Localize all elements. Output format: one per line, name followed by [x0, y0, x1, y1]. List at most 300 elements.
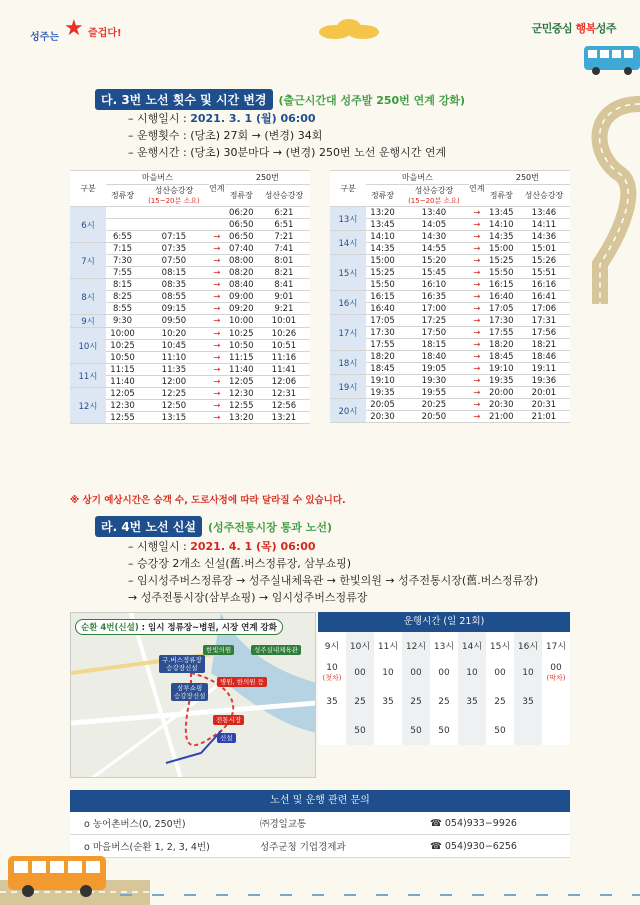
map-label-sambu: 삼부쇼핑 승강장신설 — [171, 683, 208, 701]
arrow-icon: → — [469, 351, 485, 363]
timetable-right — [330, 170, 570, 423]
map-title-prefix: 순환 4번(신설) — [81, 623, 139, 633]
arrow-icon — [209, 219, 225, 231]
arrow-icon: → — [469, 243, 485, 255]
cell-250-terminal: 17:06 — [518, 303, 570, 315]
cell-stop: 14:10 — [366, 231, 399, 243]
cell-terminal: 07:15 — [139, 231, 209, 243]
hour-cell: 10시 — [70, 328, 106, 364]
schedule-minute: 50 — [494, 725, 506, 736]
cell-250-stop: 16:15 — [485, 279, 518, 291]
schedule-minute: 10 — [382, 667, 394, 678]
arrow-icon: → — [209, 279, 225, 291]
schedule-minute — [542, 687, 570, 716]
table-row — [70, 279, 310, 291]
arrow-icon: → — [469, 399, 485, 411]
cell-terminal: 08:35 — [139, 279, 209, 291]
cell-terminal — [139, 207, 209, 219]
cell-stop: 16:40 — [366, 303, 399, 315]
cell-250-terminal: 9:01 — [258, 291, 310, 303]
cell-terminal: 12:00 — [139, 376, 209, 388]
line4-schedule — [318, 612, 570, 745]
arrow-icon: → — [209, 388, 225, 400]
cell-terminal: 07:50 — [139, 255, 209, 267]
schedule-minute — [542, 716, 570, 745]
table-row — [330, 255, 570, 267]
schedule-hour: 9시 — [324, 641, 340, 652]
cell-250-stop: 20:30 — [485, 399, 518, 411]
cell-terminal: 11:35 — [139, 364, 209, 376]
cell-terminal: 07:35 — [139, 243, 209, 255]
terminal-header: 성산승강장 (15~20분 소요) — [139, 185, 209, 207]
schedule-minute — [458, 716, 486, 745]
cell-250-stop: 19:35 — [485, 375, 518, 387]
table-row — [70, 219, 310, 231]
arrow-icon: → — [469, 339, 485, 351]
timetable-left — [70, 170, 310, 424]
cell-250-stop: 09:20 — [225, 303, 258, 315]
cell-stop: 12:55 — [106, 412, 139, 424]
cell-250-stop: 08:40 — [225, 279, 258, 291]
cell-250-stop: 18:45 — [485, 351, 518, 363]
schedule-hour: 16시 — [514, 632, 542, 658]
cell-250-stop: 06:50 — [225, 231, 258, 243]
arrow-icon: → — [469, 363, 485, 375]
arrow-icon: → — [209, 400, 225, 412]
schedule-minute: 00 — [346, 658, 374, 687]
hour-cell: 20시 — [330, 399, 366, 423]
col-group: 구분 — [330, 171, 366, 207]
section-d-subtitle: (성주전통시장 통과 노선) — [208, 520, 332, 534]
cell-250-stop: 09:00 — [225, 291, 258, 303]
route-map — [70, 612, 316, 778]
table-row — [330, 411, 570, 423]
cell-stop: 15:25 — [366, 267, 399, 279]
info-row — [128, 555, 538, 572]
cell-250-stop: 17:30 — [485, 315, 518, 327]
cell-250-terminal: 21:01 — [518, 411, 570, 423]
stop-header: 정류장 — [106, 185, 139, 207]
cell-stop: 19:10 — [366, 375, 399, 387]
table-row — [330, 375, 570, 387]
cell-stop: 18:20 — [366, 351, 399, 363]
cell-250-stop: 17:05 — [485, 303, 518, 315]
section-c-info — [128, 110, 446, 161]
cell-stop: 19:35 — [366, 387, 399, 399]
section-c-title: 다. 3번 노선 횟수 및 시간 변경 — [95, 89, 273, 110]
schedule-minute: 10 — [458, 658, 486, 687]
cell-terminal: 14:55 — [399, 243, 469, 255]
arrow-icon: → — [209, 315, 225, 328]
hour-cell: 14시 — [330, 231, 366, 255]
cell-250-terminal: 13:46 — [518, 207, 570, 219]
slogan-left: 성주는 — [30, 32, 59, 43]
cell-250-stop: 11:15 — [225, 352, 258, 364]
inquiry-tel: ☎ 054)933−9926 — [430, 817, 517, 829]
arrow-icon: → — [469, 207, 485, 219]
table-row — [70, 207, 310, 219]
cell-250-terminal: 10:26 — [258, 328, 310, 340]
cell-terminal: 20:25 — [399, 399, 469, 411]
cell-250-terminal: 20:01 — [518, 387, 570, 399]
inquiry-route: o 마을버스(순환 1, 2, 3, 4번) — [70, 839, 260, 853]
table-row — [70, 231, 310, 243]
map-label-old-terminal: 구.버스정류장 승강장신설 — [159, 655, 205, 673]
cell-250-terminal: 8:41 — [258, 279, 310, 291]
schedule-minute — [374, 716, 402, 745]
table-row — [70, 364, 310, 376]
table-row — [330, 399, 570, 411]
info-row — [128, 538, 538, 555]
cell-stop: 14:35 — [366, 243, 399, 255]
cell-stop: 17:55 — [366, 339, 399, 351]
table-row — [70, 412, 310, 424]
map-label-new: 신설 — [217, 733, 236, 743]
cell-250-terminal: 18:46 — [518, 351, 570, 363]
schedule-hour: 10시 — [346, 632, 374, 658]
cell-250-terminal: 18:21 — [518, 339, 570, 351]
cell-250-terminal: 7:21 — [258, 231, 310, 243]
table-row — [330, 363, 570, 375]
cell-250-terminal: 14:11 — [518, 219, 570, 231]
cell-250-stop: 15:25 — [485, 255, 518, 267]
cell-stop: 15:00 — [366, 255, 399, 267]
schedule-hour: 15시 — [489, 641, 511, 652]
table-row — [70, 291, 310, 303]
link-header: 연계 — [209, 171, 225, 207]
cell-250-stop: 10:00 — [225, 315, 258, 328]
cell-terminal: 10:45 — [139, 340, 209, 352]
arrow-icon: → — [209, 255, 225, 267]
stop-header: 정류장 — [366, 185, 399, 207]
arrow-icon: → — [209, 303, 225, 315]
hour-cell: 9시 — [70, 315, 106, 328]
stop-header: 정류장 — [225, 185, 258, 207]
brand-part3: 성주 — [595, 22, 616, 35]
section-c-header — [95, 89, 465, 110]
cell-terminal: 16:35 — [399, 291, 469, 303]
table-row — [330, 231, 570, 243]
cell-250-stop: 19:10 — [485, 363, 518, 375]
cell-stop — [106, 207, 139, 219]
cell-stop: 9:30 — [106, 315, 139, 328]
hour-cell: 19시 — [330, 375, 366, 399]
arrow-icon: → — [469, 219, 485, 231]
terminal-header: 성산승강장 (15~20분 소요) — [399, 185, 469, 207]
schedule-hour: 13시 — [433, 641, 455, 652]
cell-250-terminal: 15:01 — [518, 243, 570, 255]
info-value: (당초) 27회 → (변경) 34회 — [190, 129, 323, 142]
arrow-icon: → — [209, 376, 225, 388]
cell-terminal: 12:50 — [139, 400, 209, 412]
table-row — [330, 219, 570, 231]
cell-250-terminal: 15:51 — [518, 267, 570, 279]
section-d-header — [95, 516, 332, 537]
cell-terminal — [139, 219, 209, 231]
brand-signature — [532, 20, 616, 36]
section-d-title: 라. 4번 노선 신설 — [95, 516, 202, 537]
schedule-minute: 25 — [346, 687, 374, 716]
schedule-hour: 14시 — [458, 632, 486, 658]
cell-stop: 18:45 — [366, 363, 399, 375]
stop-header: 정류장 — [485, 185, 518, 207]
schedule-minute: 50 — [346, 716, 374, 745]
table-row — [330, 387, 570, 399]
table-row — [70, 267, 310, 279]
cell-stop: 13:45 — [366, 219, 399, 231]
cell-terminal: 18:15 — [399, 339, 469, 351]
arrow-icon: → — [469, 255, 485, 267]
section-d-info — [128, 538, 538, 606]
section-c-subtitle: (출근시간대 성주발 250번 연계 강화) — [278, 93, 465, 107]
cell-250-stop: 18:20 — [485, 339, 518, 351]
cell-250-terminal: 10:51 — [258, 340, 310, 352]
inquiry-tel: ☎ 054)930−6256 — [430, 840, 517, 852]
cell-250-terminal: 12:31 — [258, 388, 310, 400]
cell-250-terminal: 8:21 — [258, 267, 310, 279]
cell-250-stop: 14:35 — [485, 231, 518, 243]
info-row — [128, 572, 538, 589]
cell-terminal: 12:25 — [139, 388, 209, 400]
inquiry-org: 성주군청 기업경제과 — [260, 842, 346, 853]
schedule-minute: 35 — [382, 696, 394, 707]
terminal-header: 성산승강장 — [518, 185, 570, 207]
table-row — [330, 351, 570, 363]
cell-250-terminal: 6:21 — [258, 207, 310, 219]
arrow-icon: → — [469, 387, 485, 399]
cloud-icon — [315, 18, 385, 40]
cell-250-terminal: 11:16 — [258, 352, 310, 364]
schedule-minute: 10 — [514, 658, 542, 687]
cell-250-terminal: 16:41 — [518, 291, 570, 303]
arrow-icon: → — [209, 364, 225, 376]
arrow-icon: → — [469, 231, 485, 243]
cell-250-stop: 07:40 — [225, 243, 258, 255]
arrow-icon: → — [469, 315, 485, 327]
road-decoration — [580, 64, 640, 304]
cell-stop: 12:05 — [106, 388, 139, 400]
cell-250-terminal: 17:31 — [518, 315, 570, 327]
cell-terminal: 15:20 — [399, 255, 469, 267]
cell-stop: 8:25 — [106, 291, 139, 303]
cell-stop — [106, 219, 139, 231]
cell-250-terminal: 15:26 — [518, 255, 570, 267]
hour-cell: 12시 — [70, 388, 106, 424]
bus250-header: 250번 — [225, 171, 310, 185]
cell-terminal: 10:20 — [139, 328, 209, 340]
table-row — [330, 291, 570, 303]
cell-terminal: 09:50 — [139, 315, 209, 328]
cell-250-terminal: 7:41 — [258, 243, 310, 255]
brand-part1: 군민중심 — [531, 22, 573, 35]
table-row — [330, 267, 570, 279]
road-dash-decoration — [0, 885, 640, 905]
arrow-icon: → — [469, 327, 485, 339]
cell-250-stop: 11:40 — [225, 364, 258, 376]
cell-stop: 7:55 — [106, 267, 139, 279]
cell-stop: 20:30 — [366, 411, 399, 423]
brand-part2: 행복 — [575, 22, 596, 35]
arrow-icon: → — [209, 267, 225, 279]
cell-250-stop: 21:00 — [485, 411, 518, 423]
table-row — [70, 315, 310, 328]
arrow-icon: → — [209, 352, 225, 364]
cell-250-stop: 20:00 — [485, 387, 518, 399]
table-row — [330, 279, 570, 291]
cell-stop: 6:55 — [106, 231, 139, 243]
map-title-rest: : 임시 정류장~병원, 시장 연계 강화 — [138, 623, 277, 633]
cell-250-stop: 15:00 — [485, 243, 518, 255]
cell-250-stop: 14:10 — [485, 219, 518, 231]
info-value: 2021. 4. 1 (목) 06:00 — [190, 540, 316, 553]
schedule-hour: 12시 — [402, 632, 430, 658]
arrow-icon: → — [469, 411, 485, 423]
inquiry-route: o 농어촌버스(0, 250번) — [70, 816, 260, 830]
table-row — [70, 243, 310, 255]
cell-250-stop: 06:50 — [225, 219, 258, 231]
map-title — [75, 619, 283, 635]
cell-stop: 7:15 — [106, 243, 139, 255]
schedule-minute: 25 — [494, 696, 506, 707]
cell-terminal: 17:50 — [399, 327, 469, 339]
schedule-hour: 17시 — [545, 641, 567, 652]
info-label: – 시행일시 : — [128, 112, 187, 125]
seongju-logo — [30, 16, 130, 43]
cell-250-stop: 12:55 — [225, 400, 258, 412]
table-row — [70, 303, 310, 315]
cell-250-stop: 08:00 — [225, 255, 258, 267]
info-row — [128, 144, 446, 161]
hour-cell: 15시 — [330, 255, 366, 291]
cell-250-terminal: 10:01 — [258, 315, 310, 328]
arrow-icon: → — [209, 291, 225, 303]
schedule-minute: 00 (막차) — [546, 662, 566, 682]
cell-250-terminal: 9:21 — [258, 303, 310, 315]
cell-terminal: 08:15 — [139, 267, 209, 279]
info-row — [128, 589, 538, 606]
schedule-minute: 50 — [402, 716, 430, 745]
inquiry-title: 노선 및 운행 관련 문의 — [70, 790, 570, 812]
cell-terminal: 11:10 — [139, 352, 209, 364]
schedule-title: 운행시간 (일 21회) — [318, 612, 570, 632]
cell-terminal: 15:45 — [399, 267, 469, 279]
map-label-hospital: 병원, 한의원 등 — [217, 677, 267, 687]
cell-stop: 17:05 — [366, 315, 399, 327]
village-bus-header: 마을버스 — [106, 171, 209, 185]
info-label: → 성주전통시장(삼부쇼핑) → 임시성주버스정류장 — [128, 591, 368, 604]
arrow-icon: → — [469, 291, 485, 303]
cell-terminal: 13:15 — [139, 412, 209, 424]
schedule-minute: 35 — [458, 687, 486, 716]
hour-cell: 7시 — [70, 243, 106, 279]
cell-250-terminal: 12:06 — [258, 376, 310, 388]
schedule-grid — [318, 632, 570, 745]
schedule-hour: 11시 — [377, 641, 399, 652]
table-row — [330, 243, 570, 255]
cell-terminal: 19:30 — [399, 375, 469, 387]
hour-cell: 13시 — [330, 207, 366, 231]
cell-250-terminal: 17:56 — [518, 327, 570, 339]
schedule-minute: 25 — [402, 687, 430, 716]
arrow-icon: → — [469, 279, 485, 291]
cell-250-terminal: 8:01 — [258, 255, 310, 267]
hour-cell: 6시 — [70, 207, 106, 243]
map-label-gym: 성주실내체육관 — [251, 645, 301, 655]
schedule-minute: 50 — [438, 725, 450, 736]
cell-250-stop: 10:50 — [225, 340, 258, 352]
cell-stop: 10:25 — [106, 340, 139, 352]
cell-terminal: 09:15 — [139, 303, 209, 315]
hour-cell: 17시 — [330, 315, 366, 351]
arrow-icon: → — [209, 340, 225, 352]
arrow-icon: → — [469, 375, 485, 387]
info-row — [128, 127, 446, 144]
schedule-minute: 35 — [514, 687, 542, 716]
info-label: – 운행시간 : — [128, 146, 187, 159]
arrow-icon: → — [469, 267, 485, 279]
cell-stop: 20:05 — [366, 399, 399, 411]
cell-250-terminal: 11:41 — [258, 364, 310, 376]
cell-stop: 11:15 — [106, 364, 139, 376]
info-row — [128, 110, 446, 127]
cell-terminal: 19:55 — [399, 387, 469, 399]
cell-stop: 11:40 — [106, 376, 139, 388]
map-label-market: 전통시장 — [213, 715, 244, 725]
cell-250-terminal: 14:36 — [518, 231, 570, 243]
cell-terminal: 13:40 — [399, 207, 469, 219]
info-value: (당초) 30분마다 → (변경) 250번 노선 운행시간 연계 — [190, 146, 447, 159]
schedule-minute: 00 — [494, 667, 506, 678]
cell-terminal: 14:30 — [399, 231, 469, 243]
cell-250-stop: 17:55 — [485, 327, 518, 339]
terminal-header: 성산승강장 — [258, 185, 310, 207]
schedule-minute — [514, 716, 542, 745]
slogan-right: 즐겁다! — [88, 28, 122, 39]
arrow-icon: → — [209, 412, 225, 424]
table-row — [330, 327, 570, 339]
schedule-minute: 00 — [438, 667, 450, 678]
cell-250-stop: 10:25 — [225, 328, 258, 340]
cell-stop: 13:20 — [366, 207, 399, 219]
cell-stop: 12:30 — [106, 400, 139, 412]
info-label: – 운행횟수 : — [128, 129, 187, 142]
arrow-icon: → — [209, 243, 225, 255]
cell-terminal: 17:25 — [399, 315, 469, 327]
inquiry-org: ㈜경일교통 — [260, 819, 307, 830]
cell-stop: 17:30 — [366, 327, 399, 339]
schedule-minute: 25 — [438, 696, 450, 707]
table-row — [330, 339, 570, 351]
table-row — [330, 315, 570, 327]
hour-cell: 11시 — [70, 364, 106, 388]
info-label: – 승강장 2개소 신설(舊.버스정류장, 삼부쇼핑) — [128, 557, 352, 570]
table-row — [70, 388, 310, 400]
cell-250-stop: 15:50 — [485, 267, 518, 279]
cell-stop: 10:50 — [106, 352, 139, 364]
cell-terminal: 14:05 — [399, 219, 469, 231]
cell-stop: 8:55 — [106, 303, 139, 315]
table-row — [70, 328, 310, 340]
cell-terminal: 16:10 — [399, 279, 469, 291]
bus250-header: 250번 — [485, 171, 570, 185]
schedule-minute: 00 — [402, 658, 430, 687]
info-label: – 시행일시 : — [128, 540, 187, 553]
hour-cell: 18시 — [330, 351, 366, 375]
cell-250-stop: 08:20 — [225, 267, 258, 279]
col-group: 구분 — [70, 171, 106, 207]
village-bus-header: 마을버스 — [366, 171, 469, 185]
cell-terminal: 20:50 — [399, 411, 469, 423]
